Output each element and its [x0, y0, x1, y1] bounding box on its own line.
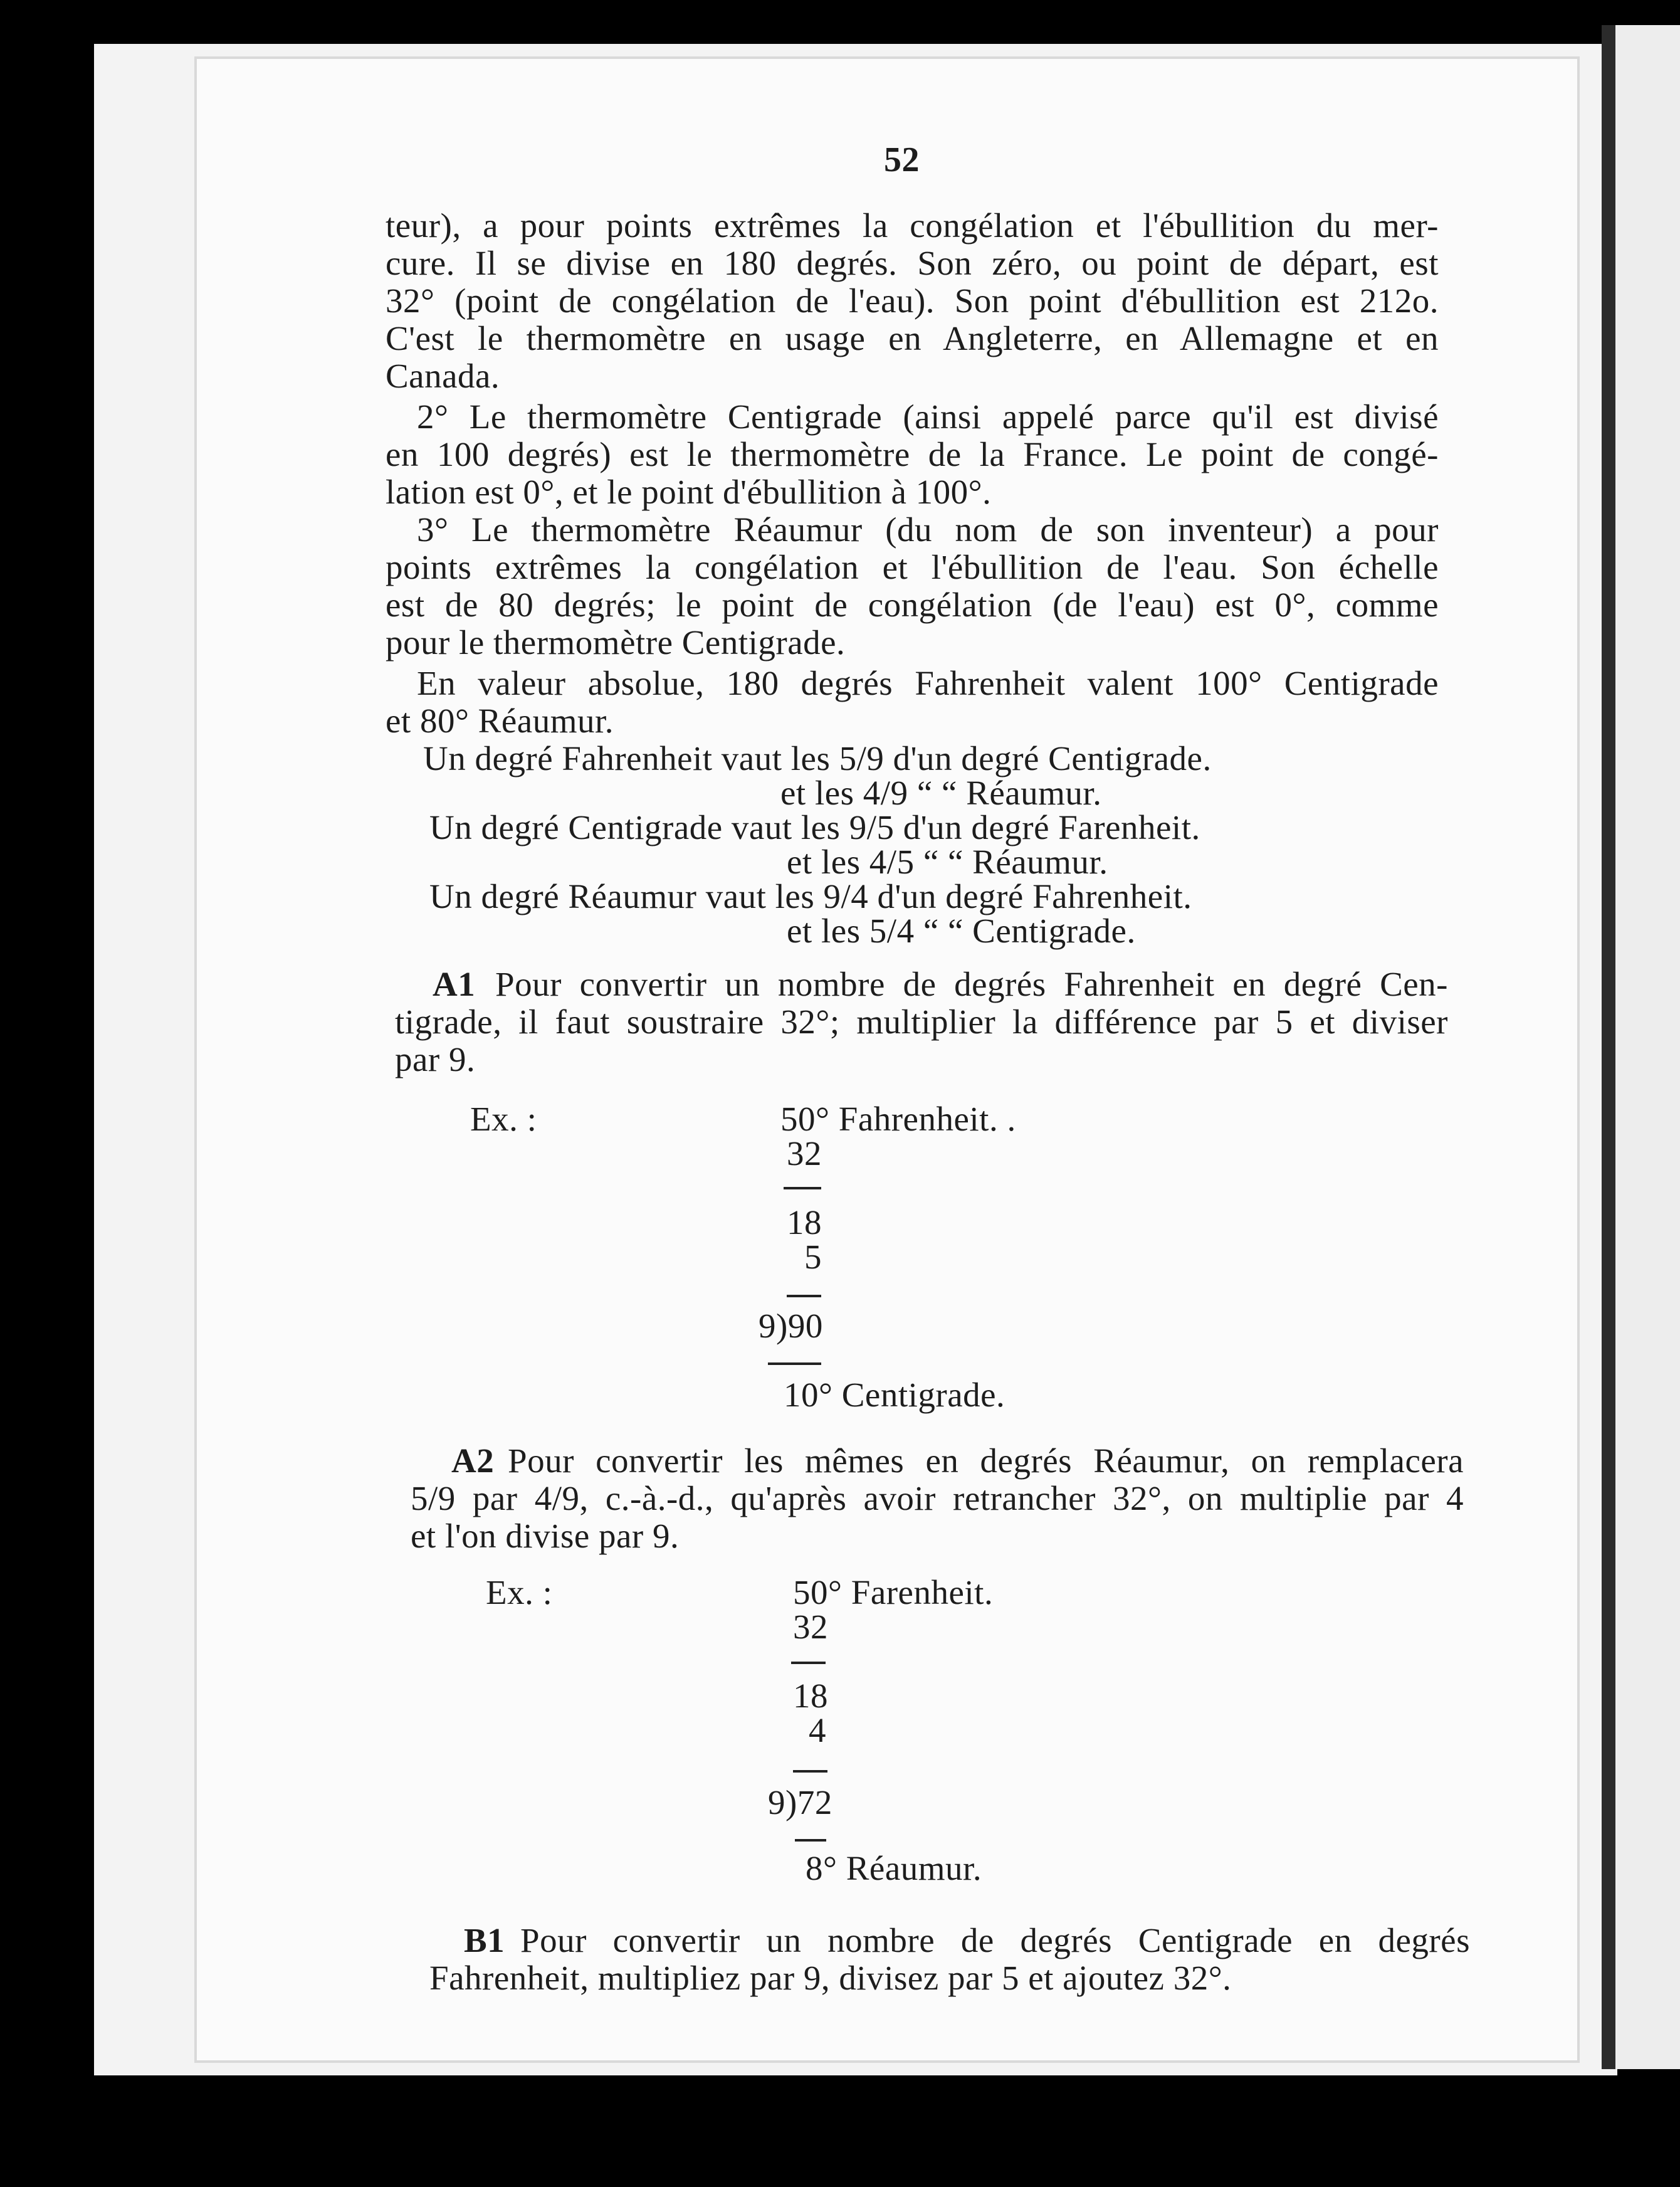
example-a1-rule [784, 1187, 821, 1189]
para-fahrenheit-line: Canada. [386, 357, 500, 395]
example-a2-line: 32 [793, 1608, 828, 1646]
example-a1-line: 5 [804, 1238, 822, 1276]
equivalence-line: et les 4/9 “ “ Réaumur. [780, 774, 1102, 812]
rule-a2-line: Pour convertir les mêmes en degrés Réaumur, on remplacera [508, 1441, 1464, 1480]
example-a1-rule [768, 1362, 821, 1365]
para-centigrade-line: lation est 0°, et le point d'ébullition à 100°. [386, 473, 992, 511]
rule-a2-line: et l'on divise par 9. [411, 1517, 680, 1555]
example-a2-line: 8° Réaumur. [806, 1849, 982, 1887]
example-a1-line: 10° Centigrade. [784, 1376, 1005, 1414]
rule-a1-line: tigrade, il faut soustraire 32°; multiplier la différence par 5 et diviser [395, 1003, 1448, 1041]
rule-a2-line: 5/9 par 4/9, c.-à.-d., qu'après avoir retrancher 32°, on multiplie par 4 [411, 1479, 1464, 1517]
equivalence-line: Un degré Fahrenheit vaut les 5/9 d'un degré Centigrade. [423, 739, 1212, 777]
rule-b1-marker: B1 [464, 1921, 505, 1959]
equivalence-line: et les 5/4 “ “ Centigrade. [787, 912, 1136, 950]
para-fahrenheit-line: cure. Il se divise en 180 degrés. Son zéro, ou point de départ, est [386, 244, 1439, 282]
para-valeur-line: En valeur absolue, 180 degrés Fahrenheit valent 100° Centigrade [417, 664, 1439, 702]
para-fahrenheit-line: teur), a pour points extrêmes la congélation et l'ébullition du mer- [386, 206, 1439, 245]
example-a2-label: Ex. : [486, 1573, 553, 1611]
para-fahrenheit-line: C'est le thermomètre en usage en Angleterre, en Allemagne et en [386, 319, 1439, 357]
example-a1-line: 50° Fahrenheit. . [780, 1100, 1016, 1138]
rule-a1-line: Pour convertir un nombre de degrés Fahrenheit en degré Cen- [495, 965, 1448, 1003]
example-a1-rule [787, 1295, 821, 1297]
para-fahrenheit-line: 32° (point de congélation de l'eau). Son point d'ébullition est 212o. [386, 282, 1439, 320]
para-reaumur-line: est de 80 degrés; le point de congélation (de l'eau) est 0°, comme [386, 586, 1439, 624]
para-centigrade-line: 2° Le thermomètre Centigrade (ainsi appelé parce qu'il est divisé [417, 398, 1439, 436]
rule-a1-line: par 9. [395, 1040, 476, 1078]
example-a1-line: 18 [787, 1203, 822, 1241]
rule-b1-line: Fahrenheit, multipliez par 9, divisez par 5 et ajoutez 32°. [429, 1959, 1232, 1997]
example-a2-line: 50° Farenheit. [793, 1573, 994, 1611]
equivalence-line: et les 4/5 “ “ Réaumur. [787, 843, 1108, 881]
para-valeur-line: et 80° Réaumur. [386, 702, 614, 740]
example-a1-line: 9)90 [759, 1307, 823, 1345]
example-a2-line: 18 [793, 1677, 828, 1715]
example-a1-line: 32 [787, 1134, 822, 1173]
equivalence-line: Un degré Réaumur vaut les 9/4 d'un degré Fahrenheit. [429, 877, 1192, 915]
example-a2-rule [795, 1839, 826, 1842]
example-a1-label: Ex. : [470, 1100, 537, 1138]
equivalence-line: Un degré Centigrade vaut les 9/5 d'un degré Farenheit. [429, 808, 1200, 846]
para-reaumur-line: pour le thermomètre Centigrade. [386, 623, 846, 661]
example-a2-line: 9)72 [768, 1783, 832, 1821]
para-centigrade-line: en 100 degrés) est le thermomètre de la France. Le point de congé- [386, 435, 1439, 473]
example-a2-rule [793, 1770, 827, 1773]
para-reaumur-line: points extrêmes la congélation et l'ébullition de l'eau. Son échelle [386, 548, 1439, 586]
page-number: 52 [884, 140, 920, 179]
para-reaumur-line: 3° Le thermomètre Réaumur (du nom de son inventeur) a pour [417, 510, 1439, 549]
rule-b1-line: Pour convertir un nombre de degrés Centigrade en degrés [520, 1921, 1470, 1959]
example-a2-rule [791, 1662, 826, 1664]
rule-a2-marker: A2 [451, 1441, 495, 1480]
rule-a1-marker: A1 [433, 965, 476, 1003]
example-a2-line: 4 [809, 1711, 826, 1749]
